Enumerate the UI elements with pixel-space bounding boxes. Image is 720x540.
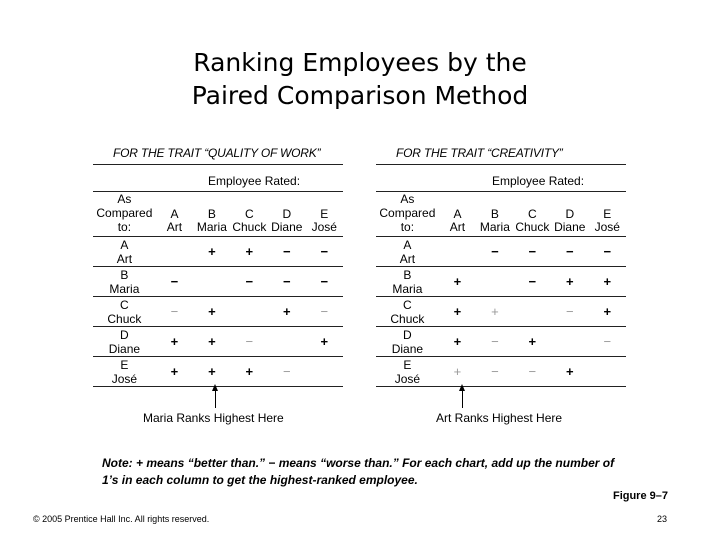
comparison-cell: − <box>306 267 344 297</box>
row-letter: A <box>403 237 412 252</box>
row-letter: E <box>403 357 412 372</box>
comparison-cell: + <box>268 297 305 327</box>
column-name: José <box>594 220 620 234</box>
row-header <box>376 297 439 327</box>
table-row <box>376 327 626 357</box>
ranks-highest-label: Art Ranks Highest Here <box>436 411 563 425</box>
column-header <box>551 192 588 237</box>
comparison-cell: − <box>551 237 588 267</box>
compared-to-line: As <box>117 192 132 206</box>
row-letter: B <box>120 267 129 282</box>
table-row <box>93 357 343 387</box>
comparison-cell: − <box>306 237 344 267</box>
column-letter: C <box>528 207 537 221</box>
ranks-highest-label: Maria Ranks Highest Here <box>143 411 284 425</box>
row-name: Chuck <box>107 311 142 326</box>
comparison-cell <box>156 237 193 267</box>
table-row <box>376 237 626 267</box>
row-name: Art <box>399 251 416 266</box>
comparison-table <box>93 192 343 387</box>
chart-quality-of-work <box>93 140 343 430</box>
comparison-cell: + <box>193 297 230 327</box>
comparison-cell <box>476 267 513 297</box>
row-letter: A <box>120 237 129 252</box>
comparison-cell: − <box>306 297 344 327</box>
comparison-cell: − <box>589 327 627 357</box>
comparison-cell: + <box>551 357 588 387</box>
comparison-cell <box>439 237 476 267</box>
employee-rated-label: Employee Rated: <box>492 174 585 188</box>
column-name: Maria <box>196 220 227 234</box>
column-header <box>231 192 268 237</box>
column-letter: E <box>320 207 329 221</box>
column-name: Chuck <box>232 220 267 234</box>
table-row <box>93 297 343 327</box>
comparison-cell: − <box>231 327 268 357</box>
title-line-1: Ranking Employees by the <box>193 48 527 77</box>
comparison-table <box>376 192 626 387</box>
comparison-cell: − <box>156 267 193 297</box>
trait-label: FOR THE TRAIT “CREATIVITY” <box>396 146 563 160</box>
table-row <box>93 267 343 297</box>
comparison-cell: − <box>514 237 551 267</box>
column-name: Diane <box>271 220 303 234</box>
comparison-cell: + <box>193 357 230 387</box>
column-header <box>439 192 476 237</box>
row-letter: C <box>120 297 129 312</box>
column-letter: A <box>170 207 179 221</box>
comparison-cell: + <box>439 357 476 387</box>
arrowhead-icon <box>212 384 218 391</box>
table-row <box>376 267 626 297</box>
comparison-cell: − <box>476 357 513 387</box>
column-name: Art <box>449 220 466 234</box>
table-row <box>93 237 343 267</box>
comparison-cell <box>231 297 268 327</box>
comparison-cell: − <box>514 357 551 387</box>
comparison-cell: + <box>193 237 230 267</box>
row-header <box>93 267 156 297</box>
comparison-cell <box>306 357 344 387</box>
compared-to-line: to: <box>400 220 415 234</box>
comparison-cell: + <box>231 237 268 267</box>
row-header <box>376 237 439 267</box>
column-letter: D <box>282 207 292 221</box>
title-line-2: Paired Comparison Method <box>191 81 529 110</box>
row-letter: C <box>403 297 412 312</box>
comparison-cell: − <box>514 267 551 297</box>
comparison-cell: − <box>268 267 305 297</box>
comparison-cell: − <box>231 267 268 297</box>
column-name: Maria <box>479 220 510 234</box>
row-header <box>376 357 439 387</box>
column-header <box>306 192 344 237</box>
comparison-cell: + <box>439 297 476 327</box>
chart-creativity <box>376 140 626 430</box>
compared-to-line: As <box>400 192 415 206</box>
comparison-cell: − <box>476 237 513 267</box>
top-rule <box>376 164 626 165</box>
comparison-cell <box>193 267 230 297</box>
table-row <box>93 327 343 357</box>
pointer-arrow <box>215 388 216 408</box>
column-name: Chuck <box>515 220 550 234</box>
top-rule <box>93 164 343 165</box>
header-row <box>93 192 343 237</box>
comparison-cell <box>268 327 305 357</box>
comparison-cell: + <box>193 327 230 357</box>
row-name: José <box>111 371 138 386</box>
comparison-cell <box>551 327 588 357</box>
note-text: Note: + means “better than.” − means “worse than.” For each chart, add up the number of 1’s in each column to get the highest-ranked employee. <box>102 456 615 487</box>
column-header <box>268 192 305 237</box>
row-header <box>93 237 156 267</box>
page-number: 23 <box>656 514 667 524</box>
row-letter: B <box>403 267 412 282</box>
comparison-cell <box>514 297 551 327</box>
comparison-cell: + <box>476 297 513 327</box>
slide-title <box>0 46 720 112</box>
comparison-cell: − <box>268 357 305 387</box>
comparison-cell: − <box>156 297 193 327</box>
column-header <box>193 192 230 237</box>
comparison-cell: + <box>514 327 551 357</box>
compared-to-line: Compared <box>379 206 436 220</box>
row-letter: D <box>120 327 129 342</box>
comparison-cell: + <box>439 267 476 297</box>
row-name: Diane <box>391 341 424 356</box>
comparison-cell: − <box>268 237 305 267</box>
comparison-cell: + <box>551 267 588 297</box>
row-header <box>376 327 439 357</box>
pointer-arrow <box>462 388 463 408</box>
copyright-text: © 2005 Prentice Hall Inc. All rights reserved. <box>33 514 210 524</box>
comparison-cell: + <box>156 357 193 387</box>
comparison-cell: + <box>589 297 627 327</box>
compared-to-line: to: <box>117 220 132 234</box>
comparison-cell: − <box>551 297 588 327</box>
column-name: Diane <box>554 220 586 234</box>
column-letter: E <box>603 207 612 221</box>
employee-rated-label: Employee Rated: <box>208 174 301 188</box>
figure-label: Figure 9–7 <box>612 490 668 502</box>
column-letter: D <box>565 207 575 221</box>
compared-to-label <box>376 192 439 237</box>
comparison-cell: + <box>156 327 193 357</box>
column-name: Art <box>166 220 183 234</box>
column-letter: B <box>490 207 499 221</box>
column-letter: A <box>453 207 462 221</box>
trait-label: FOR THE TRAIT “QUALITY OF WORK” <box>113 146 321 160</box>
header-row <box>376 192 626 237</box>
table-row <box>376 357 626 387</box>
comparison-cell: + <box>306 327 344 357</box>
column-letter: B <box>207 207 216 221</box>
row-header <box>93 357 156 387</box>
comparison-cell: + <box>231 357 268 387</box>
compared-to-label <box>93 192 156 237</box>
compared-to-line: Compared <box>96 206 153 220</box>
row-letter: D <box>403 327 412 342</box>
row-name: José <box>394 371 421 386</box>
row-name: Maria <box>392 281 423 296</box>
column-header <box>514 192 551 237</box>
comparison-cell: + <box>589 267 627 297</box>
column-header <box>156 192 193 237</box>
column-name: José <box>311 220 337 234</box>
column-letter: C <box>245 207 254 221</box>
comparison-cell: − <box>476 327 513 357</box>
row-header <box>93 327 156 357</box>
column-header <box>476 192 513 237</box>
comparison-cell: + <box>439 327 476 357</box>
row-letter: E <box>120 357 129 372</box>
row-name: Maria <box>109 281 140 296</box>
row-header <box>93 297 156 327</box>
table-row <box>376 297 626 327</box>
comparison-cell: − <box>589 237 627 267</box>
row-name: Diane <box>108 341 141 356</box>
row-name: Art <box>116 251 133 266</box>
column-header <box>589 192 627 237</box>
arrowhead-icon <box>459 384 465 391</box>
comparison-cell <box>589 357 627 387</box>
row-name: Chuck <box>390 311 425 326</box>
row-header <box>376 267 439 297</box>
